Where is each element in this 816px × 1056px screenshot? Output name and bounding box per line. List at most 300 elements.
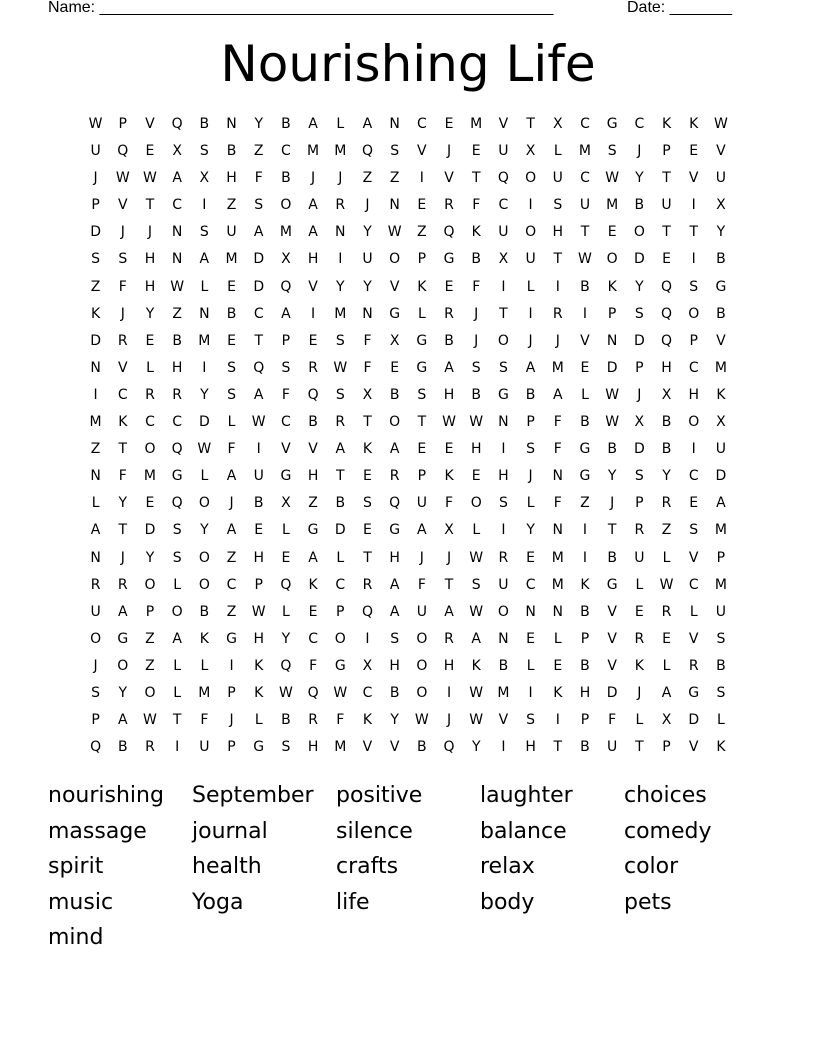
grid-letter: B: [716, 305, 726, 322]
date-field-label: Date: _______: [627, 0, 732, 16]
grid-letter: L: [553, 630, 562, 647]
grid-letter: P: [580, 712, 590, 729]
grid-letter: S: [634, 468, 644, 485]
grid-letter: R: [308, 359, 318, 376]
grid-letter: Q: [307, 386, 319, 403]
grid-letter: A: [335, 441, 346, 458]
grid-letter: J: [474, 332, 479, 349]
grid-letter: J: [446, 712, 452, 729]
grid-letter: A: [199, 251, 210, 268]
grid-letter: F: [363, 359, 372, 376]
grid-letter: O: [688, 305, 700, 322]
grid-letter: S: [526, 441, 536, 458]
grid-letter: W: [469, 549, 484, 566]
grid-letter: I: [93, 386, 98, 403]
grid-letter: Z: [580, 495, 590, 512]
grid-letter: V: [498, 712, 509, 729]
grid-letter: K: [362, 712, 373, 729]
grid-letter: E: [390, 359, 400, 376]
grid-letter: R: [335, 414, 346, 431]
grid-letter: I: [175, 739, 180, 756]
grid-letter: G: [443, 251, 455, 268]
grid-letter: I: [501, 278, 506, 295]
grid-letter: T: [553, 739, 563, 756]
grid-letter: V: [117, 197, 128, 214]
grid-letter: O: [144, 576, 156, 593]
grid-letter: E: [580, 359, 590, 376]
grid-letter: O: [198, 576, 210, 593]
grid-letter: S: [526, 712, 536, 729]
grid-letter: K: [444, 468, 454, 485]
grid-letter: V: [389, 739, 400, 756]
grid-letter: D: [633, 441, 645, 458]
grid-letter: M: [714, 359, 727, 376]
grid-letter: G: [117, 630, 129, 647]
grid-letter: U: [498, 224, 509, 241]
grid-letter: F: [281, 386, 290, 403]
grid-letter: B: [117, 739, 128, 756]
grid-letter: Z: [417, 224, 427, 241]
grid-letter: W: [414, 712, 429, 729]
grid-letter: W: [578, 251, 592, 268]
grid-letter: E: [526, 549, 536, 566]
grid-letter: U: [715, 603, 727, 620]
grid-letter: F: [445, 495, 454, 512]
grid-letter: F: [608, 712, 617, 729]
grid-letter: E: [254, 522, 264, 539]
grid-letter: S: [471, 359, 481, 376]
grid-letter: L: [417, 305, 426, 322]
grid-letter: M: [89, 414, 102, 431]
grid-letter: X: [661, 386, 672, 403]
grid-letter: T: [444, 576, 454, 593]
grid-letter: L: [717, 712, 725, 729]
grid-letter: Y: [662, 468, 671, 485]
grid-letter: R: [661, 495, 672, 512]
grid-letter: U: [90, 603, 101, 620]
grid-letter: A: [90, 522, 101, 539]
grid-letter: V: [498, 116, 509, 132]
grid-letter: S: [390, 143, 400, 160]
grid-letter: S: [471, 576, 481, 593]
grid-letter: G: [280, 468, 292, 485]
grid-letter: N: [498, 630, 509, 647]
grid-letter: H: [443, 386, 455, 403]
grid-letter: O: [416, 684, 428, 701]
grid-letter: A: [525, 359, 536, 376]
grid-letter: L: [635, 576, 644, 593]
grid-letter: B: [308, 414, 318, 431]
grid-letter: B: [199, 603, 210, 620]
grid-letter: G: [715, 278, 727, 295]
grid-letter: Y: [363, 224, 372, 241]
grid-letter: J: [120, 305, 125, 322]
grid-letter: O: [117, 657, 129, 674]
grid-letter: A: [117, 603, 128, 620]
grid-letter: S: [335, 386, 345, 403]
grid-letter: G: [416, 359, 428, 376]
grid-letter: Y: [390, 712, 399, 729]
grid-letter: H: [498, 468, 509, 485]
grid-letter: S: [172, 549, 182, 566]
word-list-item: silence: [336, 818, 413, 844]
grid-letter: J: [365, 197, 370, 214]
grid-letter: X: [525, 143, 536, 160]
grid-letter: D: [688, 712, 700, 729]
grid-letter: W: [469, 414, 484, 431]
word-list-item: spirit: [48, 854, 104, 879]
grid-letter: Y: [118, 684, 128, 701]
grid-letter: S: [91, 684, 101, 701]
grid-letter: G: [389, 522, 401, 539]
grid-letter: L: [553, 143, 562, 160]
grid-letter: Z: [226, 603, 237, 620]
grid-letter: E: [471, 468, 481, 485]
grid-letter: N: [90, 359, 101, 376]
grid-letter: M: [714, 576, 727, 593]
grid-letter: Q: [361, 603, 373, 620]
grid-letter: I: [582, 549, 588, 566]
grid-letter: C: [580, 170, 590, 187]
grid-letter: T: [607, 522, 617, 539]
grid-letter: J: [446, 549, 452, 566]
grid-letter: V: [444, 170, 454, 187]
grid-letter: A: [389, 441, 400, 458]
grid-letter: T: [526, 116, 535, 132]
grid-letter: E: [308, 603, 318, 620]
grid-letter: D: [253, 251, 265, 268]
grid-letter: M: [198, 684, 211, 701]
grid-letter: L: [336, 116, 345, 132]
grid-letter: P: [662, 739, 671, 756]
grid-letter: W: [143, 712, 157, 729]
grid-letter: J: [147, 224, 153, 241]
grid-letter: R: [389, 468, 400, 485]
grid-letter: A: [661, 684, 672, 701]
grid-letter: X: [498, 251, 509, 268]
grid-letter: H: [307, 468, 319, 485]
grid-letter: F: [553, 414, 562, 431]
grid-letter: R: [634, 630, 645, 647]
grid-letter: L: [200, 278, 209, 295]
grid-letter: I: [528, 197, 533, 214]
grid-letter: O: [389, 251, 401, 268]
grid-letter: K: [118, 414, 128, 431]
grid-letter: A: [226, 522, 237, 539]
grid-letter: N: [552, 603, 564, 620]
grid-letter: W: [333, 359, 348, 376]
grid-letter: Z: [90, 441, 101, 458]
grid-letter: V: [417, 143, 427, 160]
grid-letter: E: [444, 116, 454, 132]
grid-letter: Y: [145, 305, 155, 322]
grid-letter: A: [444, 603, 454, 620]
grid-letter: P: [635, 359, 644, 376]
word-list-item: health: [192, 854, 262, 879]
grid-letter: R: [308, 712, 318, 729]
grid-letter: N: [498, 414, 509, 431]
grid-letter: K: [308, 576, 318, 593]
grid-letter: C: [308, 630, 318, 647]
grid-letter: D: [606, 684, 618, 701]
grid-letter: M: [606, 197, 619, 214]
grid-letter: P: [689, 332, 698, 349]
grid-letter: D: [334, 522, 346, 539]
grid-letter: P: [336, 603, 345, 620]
grid-letter: P: [662, 143, 671, 160]
grid-letter: W: [143, 170, 157, 187]
grid-letter: L: [91, 495, 100, 512]
grid-letter: T: [145, 197, 155, 214]
grid-letter: H: [661, 359, 672, 376]
grid-letter: O: [280, 197, 292, 214]
grid-letter: H: [171, 359, 183, 376]
grid-letter: J: [528, 332, 533, 349]
grid-letter: S: [91, 251, 101, 268]
word-list-item: massage: [48, 818, 147, 844]
grid-letter: Y: [363, 278, 372, 295]
grid-letter: X: [362, 657, 373, 674]
grid-letter: W: [170, 278, 185, 295]
grid-letter: O: [144, 441, 156, 458]
grid-letter: T: [499, 305, 508, 322]
grid-letter: A: [281, 305, 291, 322]
grid-letter: L: [472, 522, 481, 539]
grid-letter: Y: [254, 116, 263, 132]
grid-letter: Y: [716, 224, 726, 241]
grid-letter: Z: [308, 495, 318, 512]
grid-letter: F: [417, 576, 426, 593]
word-list-item: music: [48, 889, 114, 915]
grid-letter: V: [389, 278, 400, 295]
grid-letter: V: [362, 739, 373, 756]
grid-letter: S: [199, 143, 209, 160]
grid-letter: Y: [145, 549, 155, 566]
grid-letter: Y: [635, 278, 644, 295]
grid-letter: D: [253, 278, 265, 295]
grid-letter: C: [498, 197, 509, 214]
grid-letter: W: [278, 684, 293, 701]
grid-letter: X: [281, 495, 291, 512]
grid-letter: E: [444, 278, 454, 295]
grid-letter: R: [117, 576, 128, 593]
grid-letter: I: [202, 197, 207, 214]
grid-letter: F: [472, 278, 481, 295]
grid-letter: V: [716, 332, 726, 349]
grid-letter: B: [335, 495, 346, 512]
grid-letter: Z: [253, 143, 264, 160]
word-list-item: pets: [624, 889, 672, 915]
grid-letter: B: [607, 441, 617, 458]
grid-letter: F: [200, 712, 209, 729]
grid-letter: P: [281, 332, 291, 349]
grid-letter: B: [580, 414, 590, 431]
grid-letter: Z: [661, 522, 672, 539]
grid-letter: C: [688, 576, 699, 593]
grid-letter: V: [688, 630, 699, 647]
grid-letter: Q: [307, 684, 319, 701]
grid-letter: J: [446, 143, 452, 160]
grid-letter: V: [308, 441, 318, 458]
grid-letter: S: [417, 386, 427, 403]
grid-letter: Z: [90, 278, 101, 295]
grid-letter: Z: [362, 170, 373, 187]
grid-letter: C: [172, 414, 183, 431]
grid-letter: A: [253, 224, 264, 241]
grid-letter: W: [713, 116, 728, 132]
grid-letter: U: [253, 468, 264, 485]
grid-letter: N: [171, 251, 183, 268]
grid-letter: U: [362, 251, 373, 268]
grid-letter: N: [226, 116, 237, 132]
grid-letter: L: [662, 657, 671, 674]
word-list-item: body: [480, 889, 535, 915]
grid-letter: H: [389, 549, 400, 566]
grid-letter: Z: [226, 197, 237, 214]
grid-letter: V: [688, 549, 699, 566]
grid-letter: B: [471, 251, 482, 268]
grid-letter: J: [474, 305, 479, 322]
grid-letter: B: [389, 386, 400, 403]
grid-letter: A: [552, 386, 563, 403]
grid-letter: L: [254, 712, 263, 729]
grid-letter: P: [254, 576, 263, 593]
grid-letter: B: [389, 684, 400, 701]
grid-letter: D: [144, 522, 156, 539]
grid-letter: Q: [661, 332, 673, 349]
grid-letter: G: [606, 116, 618, 132]
grid-letter: Q: [497, 170, 509, 187]
grid-letter: E: [689, 495, 699, 512]
grid-letter: U: [525, 251, 536, 268]
grid-letter: S: [390, 630, 400, 647]
grid-letter: T: [118, 522, 128, 539]
grid-letter: C: [580, 116, 590, 132]
grid-letter: T: [662, 170, 671, 187]
grid-letter: I: [691, 441, 696, 458]
grid-letter: J: [637, 386, 642, 403]
grid-letter: A: [417, 522, 427, 539]
grid-letter: E: [308, 332, 318, 349]
grid-letter: K: [661, 116, 672, 132]
grid-letter: M: [334, 739, 347, 756]
grid-letter: A: [471, 630, 481, 647]
grid-letter: Q: [443, 739, 455, 756]
grid-letter: C: [172, 197, 183, 214]
grid-letter: O: [90, 630, 102, 647]
grid-letter: X: [281, 251, 291, 268]
grid-letter: W: [251, 603, 266, 620]
grid-letter: E: [471, 143, 481, 160]
grid-letter: X: [661, 712, 672, 729]
word-list-item: crafts: [336, 854, 399, 879]
grid-letter: P: [417, 468, 427, 485]
grid-letter: B: [199, 116, 210, 132]
grid-letter: E: [526, 630, 536, 647]
grid-letter: J: [610, 495, 615, 512]
grid-letter: E: [444, 441, 454, 458]
grid-letter: E: [145, 332, 155, 349]
grid-letter: J: [229, 495, 234, 512]
grid-letter: B: [226, 143, 237, 160]
grid-letter: S: [689, 278, 699, 295]
grid-letter: G: [606, 576, 618, 593]
grid-letter: O: [198, 495, 210, 512]
grid-letter: E: [363, 522, 372, 539]
grid-letter: F: [363, 332, 372, 349]
grid-letter: Q: [171, 441, 183, 458]
grid-letter: S: [227, 359, 236, 376]
grid-letter: G: [307, 522, 319, 539]
grid-letter: W: [251, 414, 266, 431]
grid-letter: V: [281, 441, 291, 458]
grid-letter: C: [362, 684, 373, 701]
grid-letter: D: [90, 224, 101, 241]
grid-letter: E: [689, 143, 699, 160]
grid-letter: T: [689, 224, 698, 241]
grid-letter: N: [199, 305, 210, 322]
grid-letter: K: [689, 116, 699, 132]
grid-letter: B: [607, 549, 617, 566]
grid-letter: S: [199, 224, 209, 241]
grid-letter: Q: [280, 278, 292, 295]
grid-letter: Y: [526, 522, 535, 539]
grid-letter: V: [688, 739, 699, 756]
grid-letter: V: [607, 630, 617, 647]
grid-letter: H: [307, 251, 319, 268]
grid-letter: L: [526, 278, 535, 295]
grid-letter: K: [634, 657, 644, 674]
grid-letter: V: [716, 143, 726, 160]
grid-letter: H: [144, 251, 156, 268]
grid-letter: J: [93, 657, 98, 674]
grid-letter: M: [714, 522, 727, 539]
grid-letter: U: [715, 170, 727, 187]
grid-letter: F: [336, 712, 345, 729]
grid-letter: W: [469, 684, 484, 701]
grid-letter: E: [145, 143, 155, 160]
grid-letter: S: [227, 386, 236, 403]
grid-letter: S: [281, 739, 291, 756]
grid-letter: B: [417, 739, 427, 756]
grid-letter: K: [553, 684, 563, 701]
grid-letter: F: [553, 441, 562, 458]
grid-letter: B: [661, 414, 672, 431]
grid-letter: K: [471, 657, 481, 674]
grid-letter: O: [144, 684, 156, 701]
grid-letter: S: [281, 359, 291, 376]
grid-letter: Z: [226, 549, 237, 566]
grid-letter: N: [389, 116, 400, 132]
grid-letter: U: [90, 143, 101, 160]
grid-letter: A: [308, 116, 318, 132]
grid-letter: M: [551, 359, 564, 376]
grid-letter: E: [227, 332, 236, 349]
grid-letter: P: [607, 305, 617, 322]
grid-letter: M: [578, 143, 592, 160]
grid-letter: A: [172, 170, 182, 187]
grid-letter: R: [498, 549, 509, 566]
grid-letter: C: [145, 414, 155, 431]
grid-letter: F: [472, 197, 481, 214]
word-list-item: color: [624, 854, 679, 879]
grid-letter: H: [552, 224, 564, 241]
grid-letter: S: [689, 522, 699, 539]
grid-letter: T: [336, 468, 345, 485]
word-list-item: positive: [336, 783, 423, 808]
grid-letter: L: [173, 657, 182, 674]
grid-letter: X: [444, 522, 454, 539]
